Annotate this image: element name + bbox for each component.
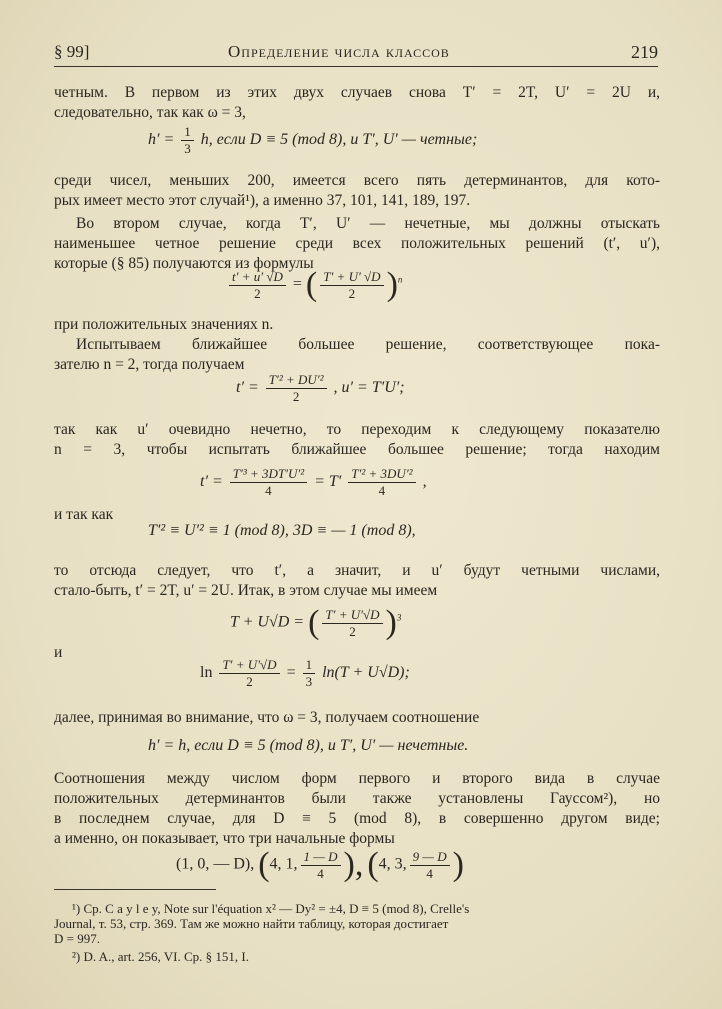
fraction-numerator: T′ + U′√D <box>219 657 279 674</box>
fraction <box>320 269 383 302</box>
formula-cube <box>230 604 401 642</box>
formula-initial-forms <box>176 846 464 884</box>
text-line: которые (§ 85) получаются из формулы <box>54 255 314 272</box>
formula-part: ln <box>200 664 213 682</box>
fraction-denominator: 3 <box>184 141 191 156</box>
fraction <box>301 849 341 882</box>
left-paren: ( <box>258 846 270 883</box>
page-number: 219 <box>631 42 658 62</box>
footnote-1: ¹) Ср. C a y l e y, Note sur l'équation x² — Dy² = ±4, D ≡ 5 (mod 8), Crelle's <box>72 901 470 916</box>
formula-power-n <box>226 266 402 304</box>
formula-h-third <box>148 124 477 157</box>
right-paren: ) <box>385 604 397 641</box>
text-line: при положительных значениях n. <box>54 316 274 333</box>
fraction-numerator: 1 <box>181 124 194 141</box>
fraction-numerator: 9 — D <box>410 849 450 866</box>
fraction-numerator: T′ + U′ √D <box>320 269 383 286</box>
text-line: n = 3, чтобы испытать ближайшее большее решение; тогда находим <box>54 441 660 458</box>
fraction-numerator: 1 — D <box>301 849 341 866</box>
fraction <box>230 466 307 499</box>
formula-congruences: T′² ≡ U′² ≡ 1 (mod 8), 3D ≡ — 1 (mod 8), <box>148 522 416 539</box>
fraction-denominator: 2 <box>348 285 356 301</box>
text-line: в последнем случае, для D ≡ 5 (mod 8), в совершенно другом виде; <box>54 810 660 827</box>
text-line: и <box>54 644 63 661</box>
left-paren: ( <box>305 266 318 303</box>
text-line: положительных детерминантов были также установлены Гауссом²), но <box>54 790 660 807</box>
formula-part: , <box>422 473 427 491</box>
form-2-prefix: 4, 1, <box>269 855 298 873</box>
formula-part: ln(T + U√D); <box>322 664 410 682</box>
fraction-numerator: 1 <box>303 657 316 674</box>
formula-n2 <box>236 372 405 405</box>
section-ref: § 99] <box>54 42 90 61</box>
footnote-rule <box>54 889 216 890</box>
fraction <box>410 849 450 882</box>
text-line: стало-быть, t′ = 2T, u′ = 2U. Итак, в этом случае мы имеем <box>54 582 438 599</box>
equals-sign: = <box>286 664 296 682</box>
fraction-denominator: 4 <box>426 865 433 881</box>
fraction-denominator: 4 <box>265 483 272 498</box>
fraction <box>322 607 382 640</box>
footnote-1-end: D = 997. <box>54 931 100 946</box>
fraction-denominator: 4 <box>317 865 324 881</box>
footnote-2: ²) D. A., art. 256, VI. Ср. § 151, I. <box>72 949 249 964</box>
text-line: далее, принимая во внимание, что ω = 3, получаем соотношение <box>54 709 480 726</box>
right-paren: ) <box>452 846 464 883</box>
formula-part: t′ = <box>236 379 259 397</box>
form-1: (1, 0, — D), <box>176 855 255 873</box>
text-line: Испытываем ближайшее большее решение, соответствующее пока- <box>76 336 660 353</box>
fraction-denominator: 2 <box>254 285 261 301</box>
fraction-denominator: 2 <box>292 389 300 404</box>
text-line: следовательно, так как ω = 3, <box>54 104 246 121</box>
formula-part: , u′ = T′U′; <box>333 379 405 397</box>
left-paren: ( <box>308 604 320 641</box>
fraction <box>348 466 415 499</box>
header-rule <box>54 66 658 67</box>
fraction <box>181 124 194 157</box>
text-line: так как u′ очевидно нечетно, то переходим к следующему показателю <box>54 421 660 438</box>
formula-part: h′ = <box>148 131 175 149</box>
fraction-numerator: T′ + U′√D <box>322 607 382 624</box>
formula-h-equal: h′ = h, если D ≡ 5 (mod 8), и T′, U′ — нечетные. <box>148 737 469 754</box>
fraction-numerator: t′ + u′ √D <box>229 269 286 286</box>
exponent: 3 <box>396 612 402 623</box>
text-line: а именно, он показывает, что три начальные формы <box>54 830 395 847</box>
running-header <box>54 40 658 68</box>
formula-n3 <box>200 466 427 499</box>
fraction <box>303 657 316 690</box>
formula-part: = T′ <box>314 473 342 491</box>
text-line: зателю n = 2, тогда получаем <box>54 356 245 373</box>
text-line: то отсюда следует, что t′, а значит, и u′ будут четными числами, <box>54 562 660 579</box>
fraction-denominator: 4 <box>378 483 386 498</box>
fraction <box>229 269 286 302</box>
text-line: и так как <box>54 506 114 523</box>
formula-log <box>200 657 410 690</box>
fraction-denominator: 2 <box>349 623 356 639</box>
equals-sign: = <box>292 275 302 293</box>
fraction <box>266 372 327 405</box>
formula-part: h, если D ≡ 5 (mod 8), и T′, U′ — четные; <box>200 131 478 149</box>
fraction <box>219 657 279 690</box>
text-line: среди чисел, меньших 200, имеется всего пять детерминантов, для кото- <box>54 172 660 189</box>
footnote-1-cont: Journal, т. 53, стр. 369. Там же можно найти таблицу, которая достигает <box>54 916 449 931</box>
text-line: рых имеет место этот случай¹), а именно 37, 101, 141, 189, 197. <box>54 192 471 209</box>
formula-part: T + U√D = <box>230 613 305 631</box>
text-line: Соотношения между числом форм первого и второго вида в случае <box>54 770 660 787</box>
exponent: n <box>397 274 403 285</box>
chapter-title: Определение числа классов <box>228 42 450 61</box>
text-line: четным. В первом из этих двух случаев снова T′ = 2T, U′ = 2U и, <box>54 84 660 101</box>
right-paren: ), <box>343 846 364 883</box>
form-3-prefix: 4, 3, <box>378 855 407 873</box>
text-line: наименьшее четное решение среди всех положительных решений (t′, u′), <box>54 235 660 252</box>
formula-part: t′ = <box>200 473 223 491</box>
text-line: Во втором случае, когда T′, U′ — нечетные, мы должны отыскать <box>76 215 660 232</box>
fraction-numerator: T′² + 3DU′² <box>348 466 415 483</box>
fraction-numerator: T′³ + 3DT′U′² <box>230 466 307 483</box>
left-paren: ( <box>367 846 379 883</box>
fraction-denominator: 3 <box>305 674 313 689</box>
right-paren: ) <box>386 266 398 303</box>
fraction-denominator: 2 <box>246 674 253 689</box>
fraction-numerator: T′² + DU′² <box>266 372 327 389</box>
